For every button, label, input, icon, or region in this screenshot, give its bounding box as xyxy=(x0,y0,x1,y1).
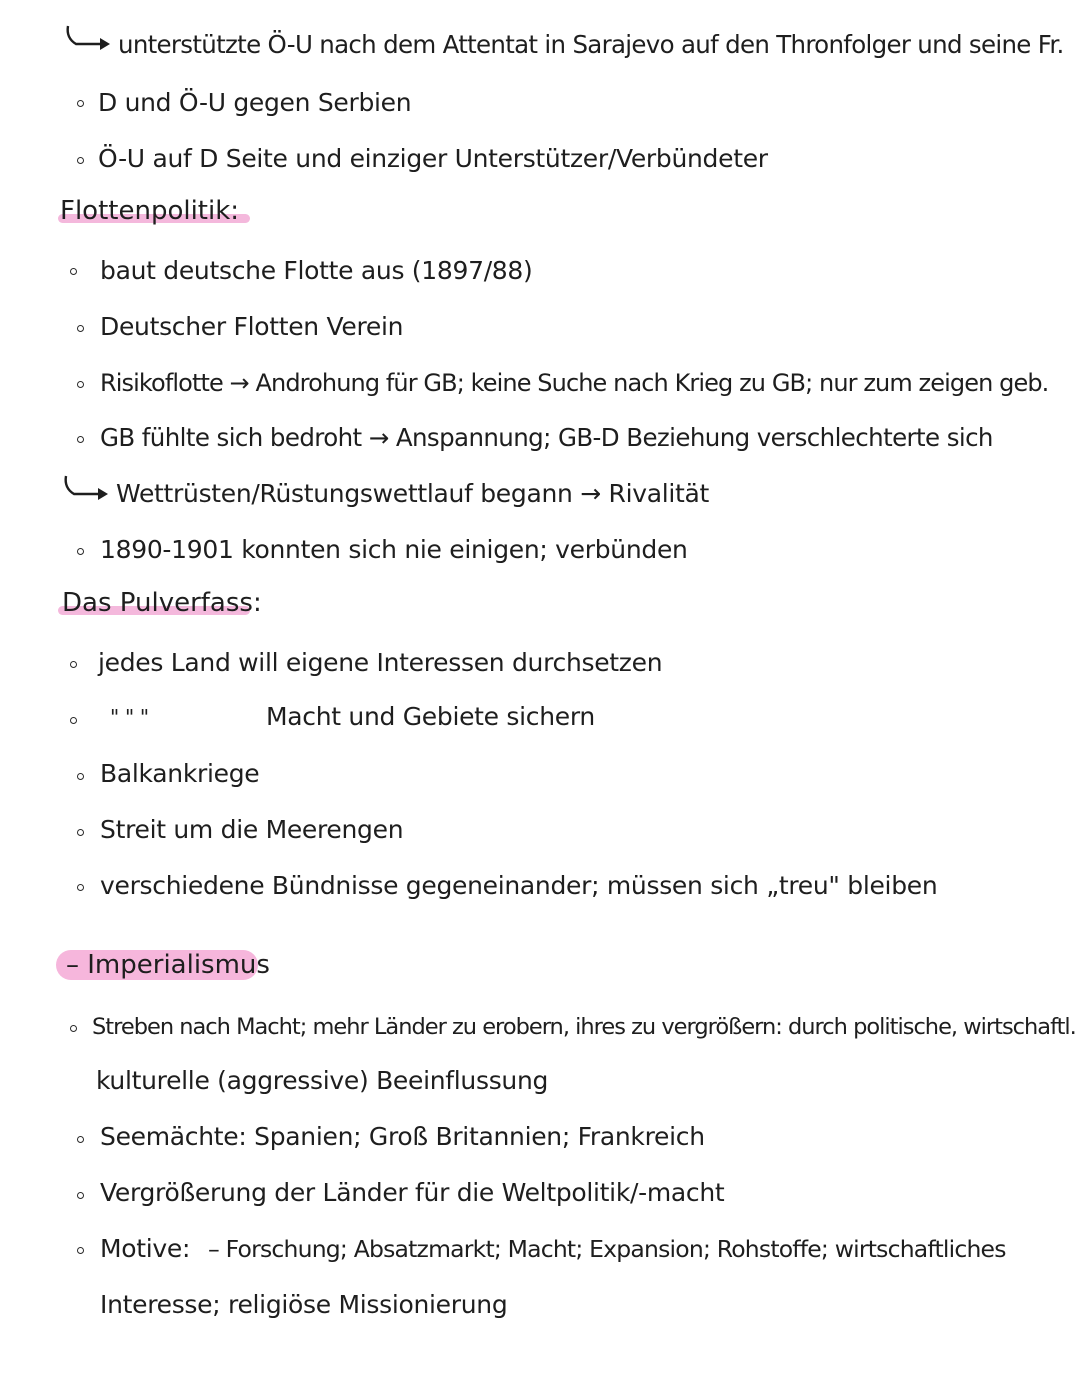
note-line: Ö-U auf D Seite und einziger Unterstützer/Verbündeter xyxy=(98,144,768,173)
bullet-icon xyxy=(77,325,84,332)
note-line: Streit um die Meerengen xyxy=(100,815,404,844)
section-heading: Flottenpolitik: xyxy=(60,196,240,226)
note-line: Vergrößerung der Länder für die Weltpolitik/-macht xyxy=(100,1178,725,1207)
note-line: Streben nach Macht; mehr Länder zu erobern, ihres zu vergrößern: durch politische, wirtschaftl. xyxy=(92,1014,1076,1040)
bullet-icon xyxy=(70,268,77,275)
note-line: Seemächte: Spanien; Groß Britannien; Frankreich xyxy=(100,1122,705,1151)
note-line: unterstützte Ö-U nach dem Attentat in Sarajevo auf den Thronfolger und seine Fr. xyxy=(118,30,1064,59)
note-line: GB fühlte sich bedroht → Anspannung; GB-D Beziehung verschlechterte sich xyxy=(100,423,993,452)
note-line: jedes Land will eigene Interessen durchsetzen xyxy=(98,648,663,677)
hook-arrow-icon xyxy=(62,24,122,64)
note-line: Balkankriege xyxy=(100,759,260,788)
bullet-icon xyxy=(77,381,84,388)
bullet-icon xyxy=(70,661,77,668)
bullet-icon xyxy=(77,1136,84,1143)
note-line: 1890-1901 konnten sich nie einigen; verbünden xyxy=(100,535,688,564)
bullet-icon xyxy=(77,884,84,891)
note-line: Interesse; religiöse Missionierung xyxy=(100,1290,508,1319)
note-line: kulturelle (aggressive) Beeinflussung xyxy=(96,1066,549,1095)
note-line: verschiedene Bündnisse gegeneinander; müssen sich „treu" bleiben xyxy=(100,871,938,900)
bullet-icon xyxy=(77,548,84,555)
bullet-icon xyxy=(77,829,84,836)
ditto-marks: " " " xyxy=(110,705,149,729)
note-line: Deutscher Flotten Verein xyxy=(100,312,404,341)
note-line: D und Ö-U gegen Serbien xyxy=(98,88,412,117)
note-line: Motive: xyxy=(100,1234,191,1263)
bullet-icon xyxy=(77,436,84,443)
bullet-icon xyxy=(77,100,84,107)
section-heading: – Imperialismus xyxy=(66,950,270,980)
section-heading: Das Pulverfass: xyxy=(62,588,262,618)
note-line: baut deutsche Flotte aus (1897/88) xyxy=(100,256,533,285)
bullet-icon xyxy=(77,157,84,164)
bullet-icon xyxy=(77,1247,84,1254)
bullet-icon xyxy=(70,717,77,724)
note-line: Macht und Gebiete sichern xyxy=(266,702,595,731)
bullet-icon xyxy=(77,773,84,780)
note-line: Risikoflotte → Androhung für GB; keine Suche nach Krieg zu GB; nur zum zeigen geb. xyxy=(100,369,1049,397)
bullet-icon xyxy=(70,1025,77,1032)
bullet-icon xyxy=(77,1192,84,1199)
note-line: – Forschung; Absatzmarkt; Macht; Expansion; Rohstoffe; wirtschaftliches xyxy=(208,1235,1006,1263)
note-line: Wettrüsten/Rüstungswettlauf begann → Rivalität xyxy=(116,479,710,508)
hook-arrow-icon xyxy=(60,474,120,514)
